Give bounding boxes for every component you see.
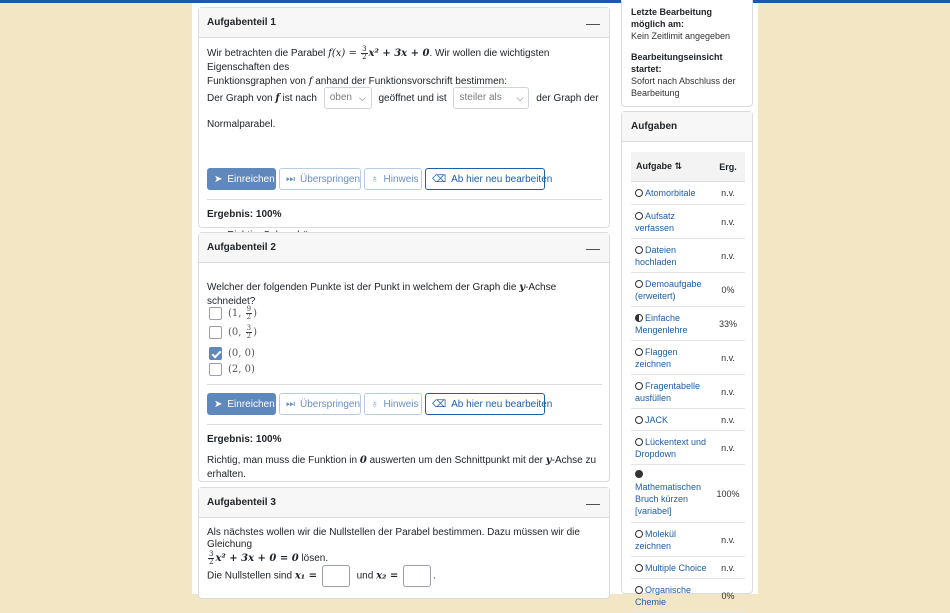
empty-circle-icon: [635, 416, 643, 424]
hint-button[interactable]: ♁ Hinweis: [364, 168, 422, 190]
table-row[interactable]: [631, 557, 745, 579]
task-name[interactable]: Molekül zeichnen: [635, 528, 677, 551]
task-part-3-header[interactable]: [199, 488, 609, 518]
empty-circle-icon: [635, 564, 643, 572]
option-3-checkbox[interactable]: [209, 347, 222, 360]
restart-from-here-button[interactable]: ⌫ Ab hier neu bearbeiten: [425, 393, 545, 415]
task-link[interactable]: [631, 241, 711, 271]
divider: [207, 424, 602, 425]
task-name[interactable]: Atomorbitale: [645, 188, 696, 198]
empty-circle-icon: [635, 438, 643, 446]
task-link[interactable]: [631, 411, 711, 429]
lightbulb-icon: ♁: [371, 173, 379, 185]
table-row[interactable]: [631, 579, 745, 613]
empty-circle-icon: [635, 382, 643, 390]
table-row[interactable]: [631, 341, 745, 375]
task-link[interactable]: [631, 275, 711, 305]
zero-x2-input[interactable]: [403, 565, 431, 587]
empty-circle-icon: [635, 348, 643, 356]
task-link[interactable]: [631, 559, 711, 577]
task-link[interactable]: [631, 525, 711, 555]
task-result: 100%: [716, 488, 740, 499]
task-name[interactable]: Multiple Choice: [645, 562, 707, 573]
chevron-down-icon: ⌵: [516, 93, 524, 104]
task-part-1-intro: Wir betrachten die Parabel f(x) = $\frac{3}{2}$ x² + 3x + 0. Wir wollen die wichtigsten Eigenschaften des Funktionsgraphen von f anhand der Funktionsvorschrift bestimmen:: [207, 45, 550, 88]
task-part-2-result: Ergebnis: 100%: [207, 434, 282, 445]
task-part-2: [198, 232, 610, 482]
table-row[interactable]: [631, 239, 745, 273]
skip-forward-icon: ⏭: [286, 398, 295, 410]
empty-circle-icon: [635, 586, 643, 594]
paper-plane-icon: ➤: [214, 173, 223, 185]
collapse-icon[interactable]: —: [586, 239, 600, 256]
empty-circle-icon: [635, 212, 643, 220]
task-name[interactable]: Organische Chemie: [635, 584, 692, 607]
task-name[interactable]: JACK: [645, 414, 669, 425]
chevron-down-icon: ⌵: [358, 93, 366, 104]
task-part-3-title: Aufgabenteil 3: [207, 497, 276, 508]
eraser-icon: ⌫: [432, 173, 447, 185]
skip-button[interactable]: ⏭ Überspringen: [279, 168, 361, 190]
hint-button[interactable]: ♁ Hinweis: [364, 393, 422, 415]
task-link[interactable]: [631, 184, 711, 202]
task-name[interactable]: Dateien hochladen: [635, 244, 677, 267]
table-row[interactable]: [631, 523, 745, 557]
skip-forward-icon: ⏭: [286, 173, 295, 185]
task-result: n.v.: [721, 250, 735, 261]
empty-circle-icon: [635, 246, 643, 254]
task-result: n.v.: [721, 562, 735, 573]
task-name[interactable]: Einfache Mengenlehre: [635, 312, 688, 335]
option-1-label: (1, $\frac{9}{2}$ ): [228, 305, 257, 321]
task-part-3-text: Als nächstes wollen wir die Nullstellen der Parabel bestimmen. Dazu müssen wir die Gleichung $\frac{3}{2}$ x² + 3x + 0 = 0 lösen.: [207, 527, 580, 566]
task-result: n.v.: [721, 352, 735, 363]
restart-from-here-button[interactable]: ⌫ Ab hier neu bearbeiten: [425, 168, 545, 190]
task-link[interactable]: [631, 433, 711, 463]
option-4-label: (2, 0): [228, 364, 255, 375]
task-result: n.v.: [721, 386, 735, 397]
tasks-header: Aufgaben: [622, 112, 752, 142]
table-row[interactable]: [631, 375, 745, 409]
task-result: n.v.: [721, 442, 735, 453]
option-2[interactable]: [209, 325, 257, 340]
task-part-1-question: Der Graph von f ist nach oben ⌵ geöffnet und ist steiler als ⌵ der Graph der Normalparabel.: [207, 86, 602, 138]
skip-button[interactable]: ⏭ Überspringen: [279, 393, 361, 415]
zero-x1-input[interactable]: [322, 565, 350, 587]
task-result: n.v.: [721, 216, 735, 227]
last-edit-label: Letzte Bearbeitung möglich am:: [631, 7, 713, 29]
sidebar-info-panel: [621, 0, 753, 107]
half-circle-icon: [635, 314, 643, 322]
result-column-header: Erg.: [719, 161, 737, 172]
fraction-three-halves: $\frac{3}{2}$: [362, 45, 367, 61]
submit-button[interactable]: ➤ Einreichen: [207, 393, 276, 415]
task-part-1-header[interactable]: [199, 8, 609, 38]
task-part-1-actions: [207, 168, 553, 190]
task-name[interactable]: Fragentabelle ausfüllen: [635, 380, 701, 403]
steepness-select[interactable]: steiler als ⌵: [453, 87, 529, 109]
table-row[interactable]: [631, 307, 745, 341]
submit-button[interactable]: ➤ Einreichen: [207, 168, 276, 190]
task-part-1: [198, 7, 610, 228]
option-1[interactable]: [209, 306, 257, 321]
collapse-icon[interactable]: —: [586, 14, 600, 31]
task-part-3: [198, 487, 610, 599]
empty-circle-icon: [635, 280, 643, 288]
tasks-table: [631, 152, 745, 613]
empty-circle-icon: [635, 530, 643, 538]
task-part-3-zeros: Die Nullstellen sind x₁ = und x₂ = .: [207, 565, 436, 588]
sidebar-tasks-panel: [621, 111, 753, 607]
divider: [207, 199, 602, 200]
task-part-2-actions: [207, 393, 553, 415]
table-row[interactable]: [631, 182, 745, 205]
filled-circle-icon: [635, 470, 643, 478]
task-name[interactable]: Demoaufgabe (erweitert): [635, 278, 702, 301]
task-part-2-question: Welcher der folgenden Punkte ist der Punkt in welchem der Graph die y-Achse schneidet?: [207, 282, 557, 307]
task-link[interactable]: [631, 377, 711, 407]
task-link[interactable]: [631, 581, 711, 611]
option-2-label: (0, $\frac{3}{2}$ ): [228, 324, 257, 340]
lightbulb-icon: ♁: [371, 398, 379, 410]
opening-direction-select[interactable]: oben ⌵: [324, 87, 372, 109]
task-result: n.v.: [721, 534, 735, 545]
task-part-1-title: Aufgabenteil 1: [207, 17, 276, 28]
table-row[interactable]: [631, 431, 745, 465]
last-edit-value: Kein Zeitlimit angegeben: [631, 31, 731, 41]
paper-plane-icon: ➤: [214, 398, 223, 410]
task-result: n.v.: [721, 414, 735, 425]
task-result: n.v.: [721, 188, 735, 198]
task-result: 0%: [721, 284, 735, 295]
task-link[interactable]: [631, 343, 711, 373]
option-3-label: (0, 0): [228, 348, 255, 359]
task-part-2-feedback: Richtig, man muss die Funktion in 0 auswerten um den Schnittpunkt mit der y-Achse zu erhalten.: [207, 455, 597, 480]
task-result: 0%: [721, 590, 735, 601]
review-label: Bearbeitungseinsicht startet:: [631, 52, 723, 74]
table-row[interactable]: [631, 273, 745, 307]
task-link[interactable]: [631, 309, 711, 339]
task-result: 33%: [718, 318, 737, 329]
tasks-table-header: [631, 152, 745, 182]
option-4[interactable]: [209, 363, 255, 376]
option-3[interactable]: [209, 347, 255, 360]
task-name[interactable]: Mathematischen Bruch kürzen [variabel]: [635, 482, 702, 516]
task-part-1-result: Ergebnis: 100%: [207, 209, 282, 220]
task-name[interactable]: Aufsatz verfassen: [635, 210, 676, 233]
task-name[interactable]: Lückentext und Dropdown: [635, 436, 707, 459]
option-4-checkbox[interactable]: [209, 363, 222, 376]
table-row[interactable]: [631, 465, 745, 523]
option-1-checkbox[interactable]: [209, 307, 222, 320]
review-value: Sofort nach Abschluss der Bearbeitung: [631, 76, 736, 98]
table-row[interactable]: [631, 205, 745, 239]
sort-by-task-header[interactable]: Aufgabe ⇅: [636, 161, 683, 171]
collapse-icon[interactable]: —: [586, 494, 600, 511]
empty-circle-icon: [635, 189, 643, 197]
task-link[interactable]: [631, 207, 711, 237]
task-name[interactable]: Flaggen zeichnen: [635, 346, 678, 369]
table-row[interactable]: [631, 409, 745, 431]
task-part-2-title: Aufgabenteil 2: [207, 242, 276, 253]
task-link[interactable]: [631, 467, 711, 520]
task-part-2-header[interactable]: [199, 233, 609, 263]
divider: [207, 384, 602, 385]
option-2-checkbox[interactable]: [209, 326, 222, 339]
eraser-icon: ⌫: [432, 398, 447, 410]
